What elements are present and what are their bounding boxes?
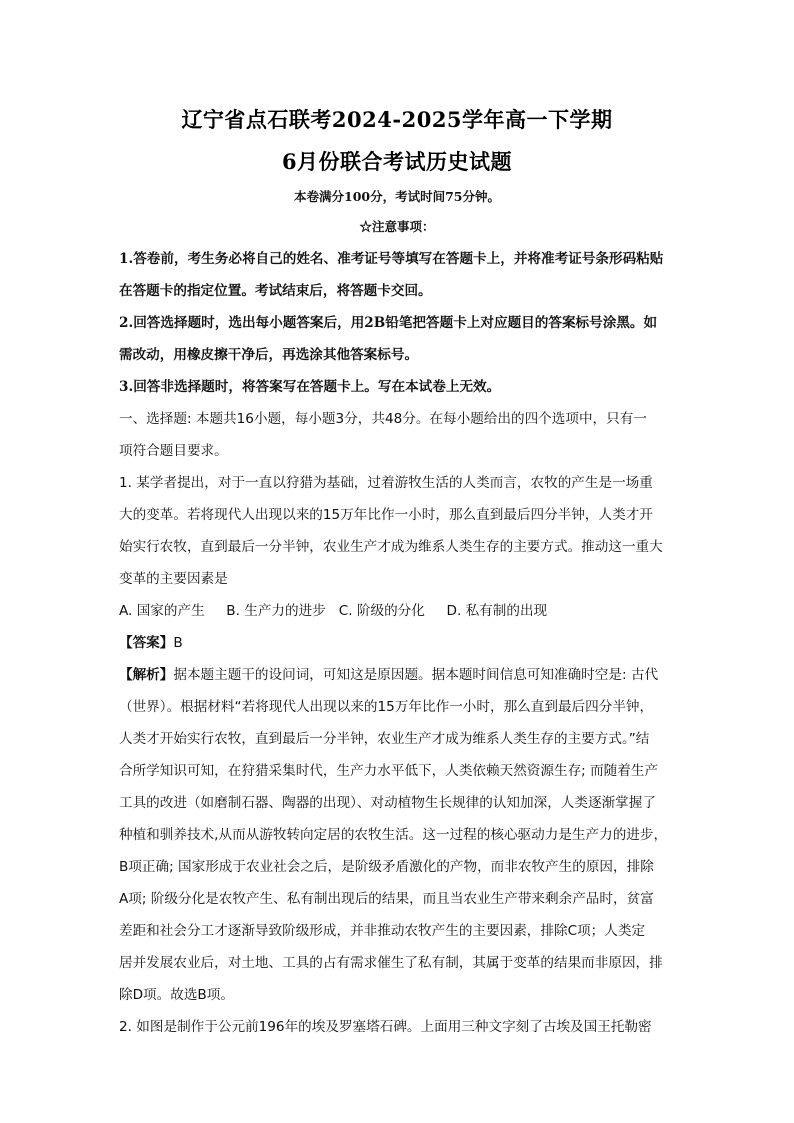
analysis-first-line xyxy=(119,663,679,683)
section-intro-line: 一、选择题: 本题共16小题，每小题3分，共48分。在每小题给出的四个选项中，只有一 xyxy=(119,411,647,427)
note-line: 在答题卡的指定位置。考试结束后，将答题卡交回。 xyxy=(119,283,432,299)
exam-info: 本卷满分100分，考试时间75分钟。 xyxy=(294,189,500,204)
analysis-line: 工具的改进（如磨制石器、陶器的出现）、对动植物生长规律的认知加深，人类逐渐掌握了 xyxy=(119,795,656,811)
answer-line xyxy=(119,631,679,651)
question-stem-line: 大的变革。若将现代人出现以来的15万年比作一小时，那么直到最后四分半钟，人类才开 xyxy=(119,507,653,523)
analysis-line: 居并发展农业后，对土地、工具的占有需求催生了私有制，其属于变革的结果而非原因，排 xyxy=(119,955,663,971)
analysis-line: B项正确; 国家形成于农业社会之后，是阶级矛盾激化的产物，而非农牧产生的原因，排除 xyxy=(119,859,654,875)
analysis-text: 据本题主题干的设问词，可知这是原因题。据本题时间信息可知准确时空是: 古代 xyxy=(173,667,659,683)
analysis-line: 除D项。故选B项。 xyxy=(119,987,234,1003)
page-title: 辽宁省点石联考2024-2025学年高一下学期 xyxy=(181,107,613,132)
analysis-line: A项; 阶级分化是农牧产生、私有制出现后的结果，而且当农业生产带来剩余产品时，贫富 xyxy=(119,891,654,907)
note-line: 3.回答非选择题时，将答案写在答题卡上。写在本试卷上无效。 xyxy=(119,379,501,395)
analysis-line: 人类才开始实行农牧，直到最后一分半钟，农业生产才成为维系人类生存的主要方式。”结 xyxy=(119,731,650,747)
question-stem-line: 1. 某学者提出，对于一直以狩猎为基础，过着游牧生活的人类而言，农牧的产生是一场重 xyxy=(119,475,653,491)
analysis-label: 【解析】 xyxy=(119,667,174,683)
notice-heading: ☆注意事项： xyxy=(359,219,435,234)
analysis-line: 差距和社会分工才逐渐导致阶级形成，并非推动农牧产生的主要因素，排除C项；人类定 xyxy=(119,923,646,939)
analysis-line: （世界）。根据材料“若将现代人出现以来的15万年比作一小时，那么直到最后四分半钟， xyxy=(119,699,654,715)
question-stem-line: 2. 如图是制作于公元前196年的埃及罗塞塔石碑。上面用三种文字刻了古埃及国王托勒密 xyxy=(119,1019,652,1035)
answer-label: 【答案】 xyxy=(119,635,174,651)
analysis-line: 合所学知识可知，在狩猎采集时代，生产力水平低下，人类依赖天然资源生存; 而随着生产 xyxy=(119,763,659,779)
answer-value: B xyxy=(173,635,183,651)
question-options: A. 国家的产生 B. 生产力的进步 C. 阶级的分化 D. 私有制的出现 xyxy=(119,603,548,619)
page-subtitle: 6月份联合考试历史试题 xyxy=(281,149,513,174)
note-line: 2.回答选择题时，选出每小题答案后，用2B铅笔把答题卡上对应题目的答案标号涂黑。如 xyxy=(119,315,658,331)
note-line: 1.答卷前，考生务必将自己的姓名、准考证号等填写在答题卡上，并将准考证号条形码粘贴 xyxy=(119,251,664,267)
question-stem-line: 始实行农牧，直到最后一分半钟，农业生产才成为维系人类生存的主要方式。推动这一重大 xyxy=(119,539,663,555)
analysis-line: 种植和驯养技术,从而从游牧转向定居的农牧生活。这一过程的核心驱动力是生产力的进步， xyxy=(119,827,668,843)
section-intro-line: 项符合题目要求。 xyxy=(119,443,228,459)
question-stem-line: 变革的主要因素是 xyxy=(119,571,228,587)
note-line: 需改动，用橡皮擦干净后，再选涂其他答案标号。 xyxy=(119,347,419,363)
